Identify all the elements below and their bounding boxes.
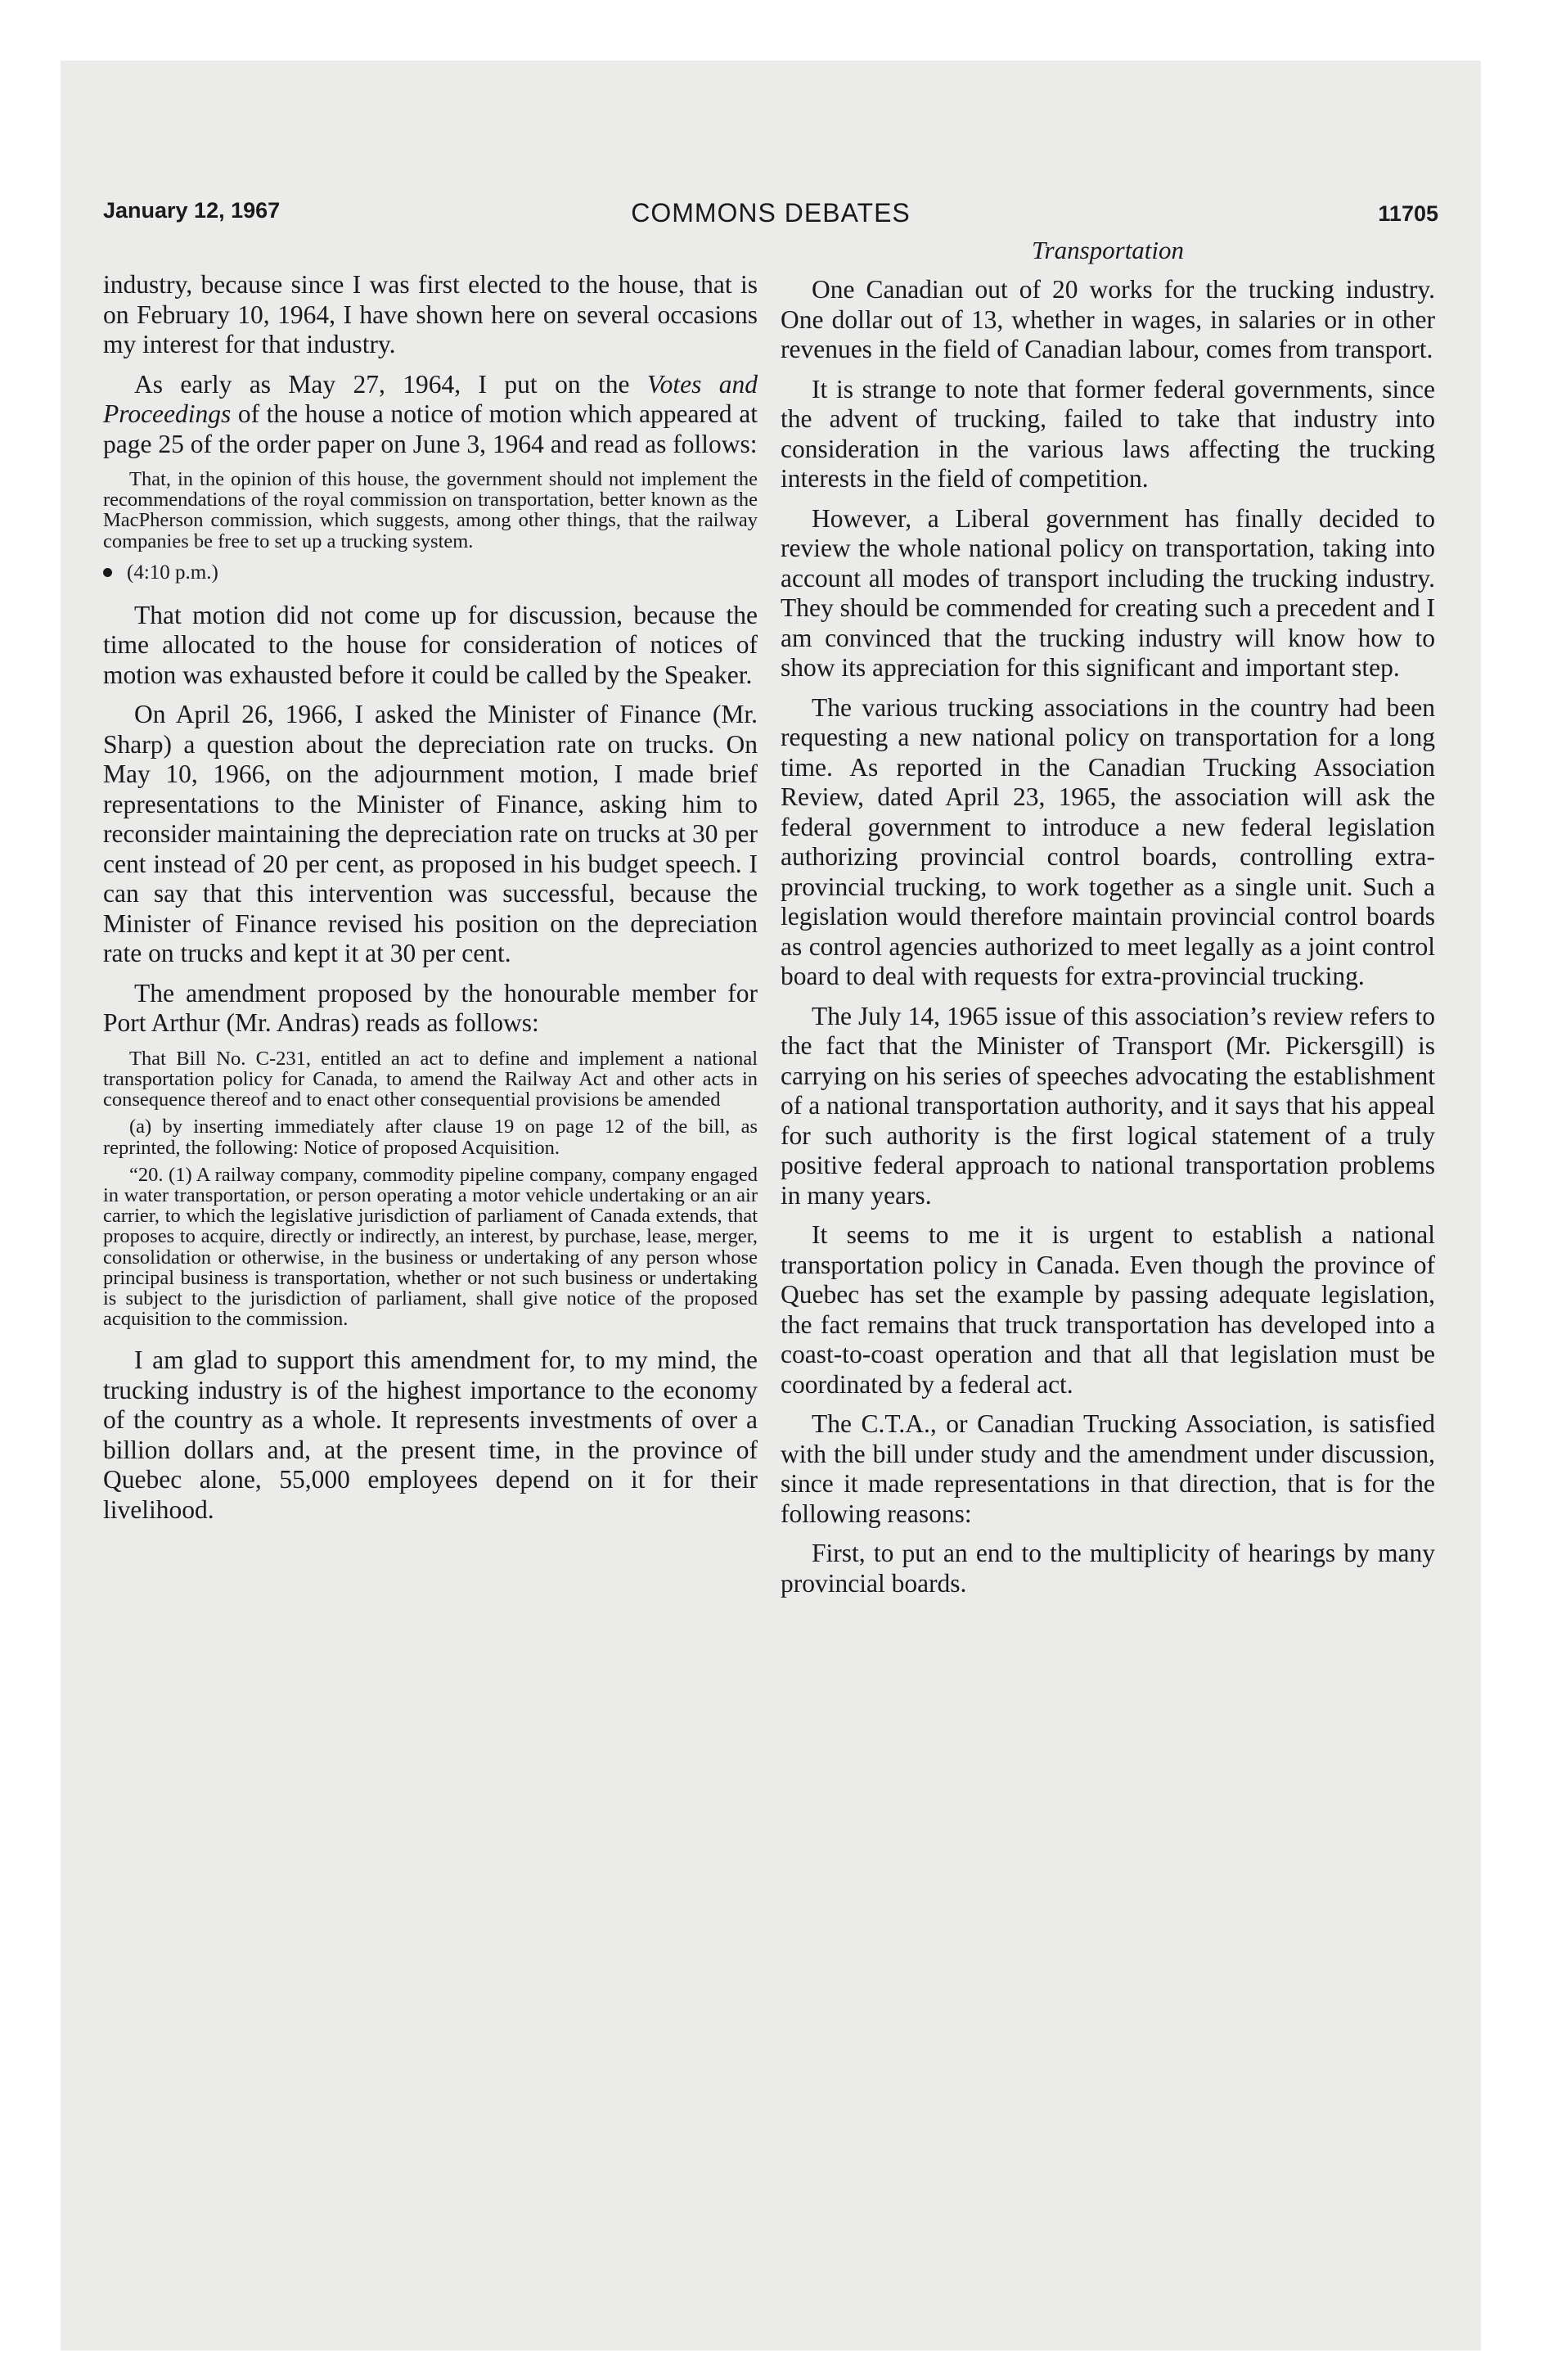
header-title: COMMONS DEBATES — [631, 198, 911, 228]
bullet-icon — [103, 568, 112, 577]
paragraph: The amendment proposed by the honourable member for Port Arthur (Mr. Andras) reads as follows: — [103, 978, 758, 1038]
block-quote: “20. (1) A railway company, commodity pipeline company, company engaged in water transportation, or person operating a motor vehicle undertaking or an air carrier, to which the legislative jurisdiction of parliament of Canada extends, that proposes to acquire, directly or indirectly, an interest, by purchase, lease, merger, consolidation or otherwise, in the business or undertaking of any person whose principal business is transportation, whether or not such business or undertaking is subject to the jurisdiction of parliament, shall give notice of the proposed acquisition to the commission. — [103, 1163, 758, 1331]
time-stamp-text: (4:10 p.m.) — [127, 561, 218, 584]
paragraph — [103, 370, 758, 460]
header-page-number: 11705 — [1378, 201, 1438, 226]
paragraph: The July 14, 1965 issue of this association’s review refers to the fact that the Minister of Transport (Mr. Pickersgill) is carrying on his series of speeches advocating the establishment of a national transportation authority, and it says that his appeal for such authority is the first logical statement of a truly positive federal approach to national transportation problems in many years. — [781, 1001, 1435, 1210]
paragraph: It is strange to note that former federal governments, since the advent of trucking, failed to take that industry into consideration in the various laws affecting the trucking interests in the field of competition. — [781, 374, 1435, 493]
left-column — [103, 270, 758, 1535]
paragraph-text: of the house a notice of motion which appeared at page 25 of the order paper on June 3, 1964 and read as follows: — [103, 399, 758, 458]
paragraph: I am glad to support this amendment for, to my mind, the trucking industry is of the highest importance to the economy of the country as a whole. It represents investments of over a billion dollars and, at the present time, in the province of Quebec alone, 55,000 employees depend on it for their livelihood. — [103, 1346, 758, 1524]
paragraph-text: As early as May 27, 1964, I put on the — [134, 369, 647, 399]
section-subheading: Transportation — [1031, 236, 1185, 264]
header-date: January 12, 1967 — [103, 198, 281, 223]
paragraph: However, a Liberal government has finally decided to review the whole national policy on transportation, taking into account all modes of transport including the trucking industry. They should be commended for creating such a precedent and I am convinced that the trucking industry will know how to show its appreciation for this significant and important step. — [781, 503, 1435, 682]
publication-title: Votes and Proceedings — [103, 369, 758, 428]
paragraph: First, to put an end to the multiplicity of hearings by many provincial boards. — [781, 1539, 1435, 1598]
paragraph: It seems to me it is urgent to establish a national transportation policy in Canada. Even though the province of Quebec has set the example by passing adequate legislation, the fact remains that truck transportation has developed into a coast-to-coast operation and that all that legislation must be coordinated by a federal act. — [781, 1220, 1435, 1399]
block-quote: (a) by inserting immediately after clause 19 on page 12 of the bill, as reprinted, the following: Notice of proposed Acquisition. — [103, 1116, 758, 1159]
paragraph: On April 26, 1966, I asked the Minister of Finance (Mr. Sharp) a question about the depreciation rate on trucks. On May 10, 1966, on the adjournment motion, I made brief representations to the Minister of Finance, asking him to reconsider maintaining the depreciation rate on trucks at 30 per cent instead of 20 per cent, as proposed in his budget speech. I can say that this intervention was successful, because the Minister of Finance revised his position on the depreciation rate on trucks and kept it at 30 per cent. — [103, 700, 758, 968]
block-quote: That Bill No. C-231, entitled an act to define and implement a national transportation policy for Canada, to amend the Railway Act and other acts in consequence thereof and to enact other consequential provisions be amended — [103, 1047, 758, 1111]
scanned-page — [61, 61, 1481, 2351]
paragraph: The C.T.A., or Canadian Trucking Association, is satisfied with the bill under study and the amendment under discussion, since it made representations in that direction, that is for the following reasons: — [781, 1409, 1435, 1528]
paragraph: One Canadian out of 20 works for the trucking industry. One dollar out of 13, whether in wages, in salaries or in other revenues in the field of Canadian labour, comes from transport. — [781, 275, 1435, 363]
right-column — [781, 236, 1435, 1608]
time-stamp — [103, 560, 758, 586]
block-quote: That, in the opinion of this house, the government should not implement the recommendations of the royal commission on transportation, better known as the MacPherson commission, which suggests, among other things, that the railway companies be free to set up a trucking system. — [103, 468, 758, 552]
paragraph: That motion did not come up for discussion, because the time allocated to the house for consideration of notices of motion was exhausted before it could be called by the Speaker. — [103, 600, 758, 689]
page-header — [103, 198, 1438, 236]
paragraph: The various trucking associations in the country had been requesting a new national policy on transportation for a long time. As reported in the Canadian Trucking Association Review, dated April 23, 1965, the association will ask the federal government to introduce a new federal legislation authorizing provincial control boards, controlling extra-provincial trucking, to work together as a single unit. Such a legislation would therefore maintain provincial control boards as control agencies authorized to meet legally as a joint control board to deal with requests for extra-provincial trucking. — [781, 692, 1435, 990]
paragraph: industry, because since I was first elected to the house, that is on February 10, 1964, I have shown here on several occasions my interest for that industry. — [103, 270, 758, 358]
